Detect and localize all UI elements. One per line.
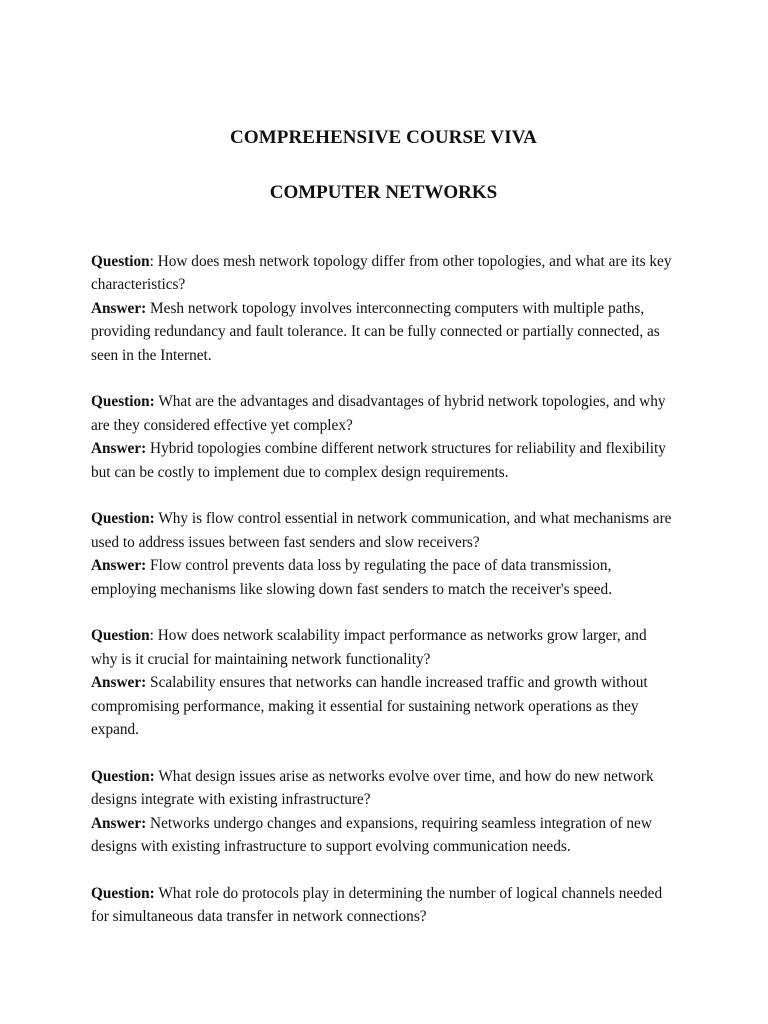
qa-item [91,250,676,367]
question-label: Question: [91,884,155,902]
answer-label: Answer: [91,674,147,692]
answer-paragraph [91,812,676,859]
question-separator: : [149,627,158,645]
question-text: What role do protocols play in determining the number of logical channels needed for simultaneous data transfer in network connections? [91,884,663,926]
question-text: Why is flow control essential in network communication, and what mechanisms are used to address issues between fast senders and slow receivers? [91,510,672,551]
question-label: Question [91,627,150,645]
question-paragraph [91,390,676,437]
question-paragraph [91,624,676,671]
question-paragraph [91,250,676,297]
answer-label: Answer: [91,557,147,575]
qa-list [91,250,676,929]
qa-item [91,882,676,929]
answer-text: Flow control prevents data loss by regulating the pace of data transmission, employing mechanisms like slowing down fast senders to match the receiver's speed. [91,557,613,598]
answer-label: Answer: [91,440,147,458]
answer-text: Hybrid topologies combine different network structures for reliability and flexibility but can be costly to implement due to complex design requirements. [91,440,666,481]
answer-label: Answer: [91,814,147,832]
question-text: What are the advantages and disadvantages of hybrid network topologies, and why are they considered effective yet complex? [91,393,666,434]
document-title: COMPREHENSIVE COURSE VIVA [230,127,537,148]
question-text: How does mesh network topology differ from other topologies, and what are its key characteristics? [91,253,672,294]
answer-label: Answer: [91,299,147,317]
question-paragraph [91,765,676,812]
question-label: Question: [91,510,155,528]
answer-paragraph [91,554,676,601]
answer-paragraph [91,297,676,367]
question-label: Question: [91,767,155,785]
answer-paragraph [91,437,676,484]
answer-text: Scalability ensures that networks can handle increased traffic and growth without compromising performance, making it essential for sustaining network operations as they expand. [91,674,648,739]
qa-item [91,390,676,484]
question-separator: : [149,253,158,270]
answer-paragraph [91,671,676,741]
qa-item [91,765,676,859]
document-subtitle: COMPUTER NETWORKS [269,182,498,203]
question-paragraph [91,507,676,554]
question-paragraph [91,882,676,929]
question-label: Question: [91,393,155,411]
answer-text: Networks undergo changes and expansions, requiring seamless integration of new designs with existing infrastructure to support evolving communication needs. [91,814,652,856]
qa-item [91,507,676,601]
question-text: What design issues arise as networks evolve over time, and how do new network designs integrate with existing infrastructure? [91,767,654,809]
question-text: How does network scalability impact performance as networks grow larger, and why is it crucial for maintaining network functionality? [91,627,647,668]
qa-item [91,624,676,741]
answer-text: Mesh network topology involves interconnecting computers with multiple paths, providing redundancy and fault tolerance. It can be fully connected or partially connected, as seen in the Internet. [91,299,660,364]
question-label: Question [91,253,150,270]
